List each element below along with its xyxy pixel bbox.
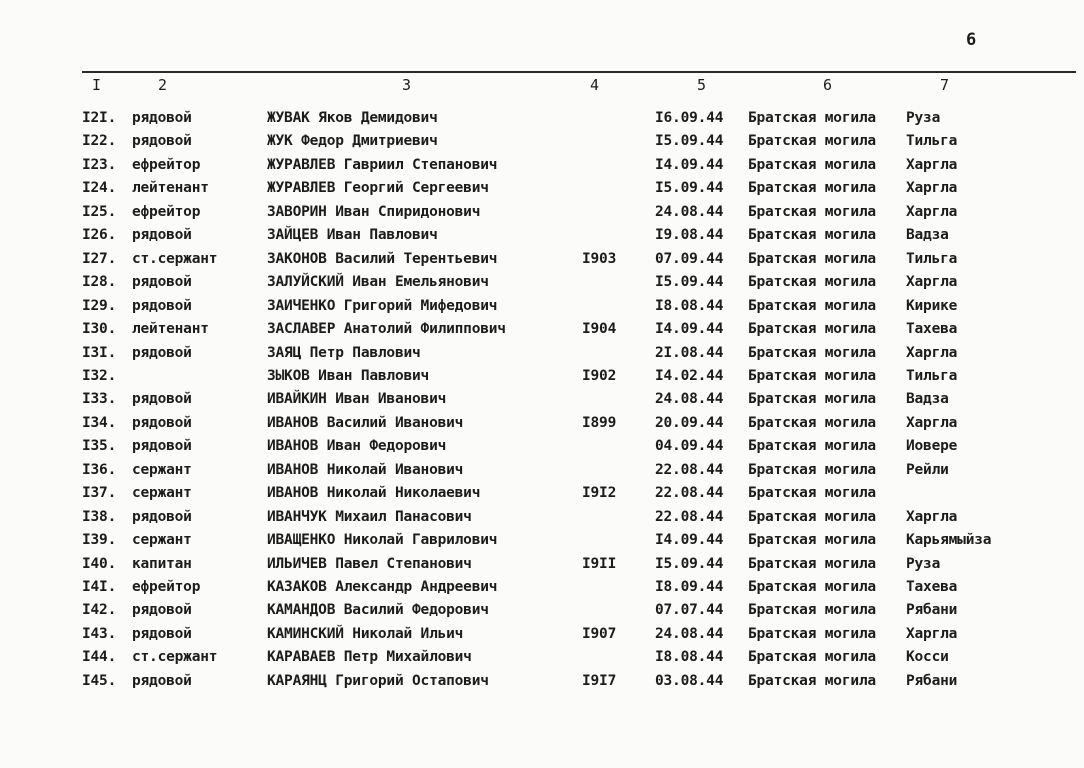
table-row	[0, 157, 1084, 179]
rank: рядовой	[132, 297, 192, 314]
row-number: I42.	[82, 602, 117, 619]
rank: рядовой	[132, 227, 192, 244]
table-row	[0, 438, 1084, 460]
burial-type: Братская могила	[748, 156, 876, 173]
table-row	[0, 602, 1084, 624]
column-header-row	[0, 76, 1084, 98]
rank: ст.сержант	[132, 250, 218, 267]
burial-type: Братская могила	[748, 274, 876, 291]
death-date: I5.09.44	[655, 133, 724, 150]
burial-type: Братская могила	[748, 414, 876, 431]
birth-year: I9I7	[582, 672, 617, 689]
column-header-1: I	[92, 76, 102, 94]
full-name: ЖУРАВЛЕВ Гавриил Степанович	[267, 156, 498, 173]
death-date: I9.08.44	[655, 227, 724, 244]
death-date: I8.08.44	[655, 649, 724, 666]
burial-place: Вадза	[906, 391, 949, 408]
burial-type: Братская могила	[748, 438, 876, 455]
burial-type: Братская могила	[748, 672, 876, 689]
rank: лейтенант	[132, 321, 209, 338]
row-number: I29.	[82, 297, 117, 314]
death-date: I4.09.44	[655, 156, 724, 173]
row-number: I23.	[82, 156, 117, 173]
burial-type: Братская могила	[748, 625, 876, 642]
death-date: 04.09.44	[655, 438, 724, 455]
full-name: КАМИНСКИЙ Николай Ильич	[267, 625, 464, 642]
burial-type: Братская могила	[748, 321, 876, 338]
row-number: I4I.	[82, 579, 117, 595]
row-number: I3I.	[82, 344, 117, 361]
burial-type: Братская могила	[748, 367, 876, 384]
burial-type: Братская могила	[748, 250, 876, 267]
row-number: I32.	[82, 367, 117, 384]
death-date: 20.09.44	[655, 414, 724, 431]
row-number: I30.	[82, 321, 117, 338]
death-date: 24.08.44	[655, 625, 724, 642]
full-name: ЗАКОНОВ Василий Терентьевич	[267, 250, 498, 267]
full-name: ИВАНОВ Николай Николаевич	[267, 485, 481, 502]
burial-type: Братская могила	[748, 227, 876, 244]
burial-place: Вадза	[906, 227, 949, 244]
rank: рядовой	[132, 133, 192, 150]
burial-type: Братская могила	[748, 555, 876, 572]
burial-place: Кирикe	[906, 297, 958, 314]
burial-place: Харгла	[906, 625, 958, 642]
row-number: I24.	[82, 180, 117, 197]
table-row	[0, 368, 1084, 390]
death-date: 24.08.44	[655, 203, 724, 220]
rank: сержант	[132, 485, 192, 502]
burial-type: Братская могила	[748, 602, 876, 619]
rank: капитан	[132, 555, 192, 572]
rank: рядовой	[132, 438, 192, 455]
row-number: I2I.	[82, 110, 117, 126]
row-number: I40.	[82, 555, 117, 572]
rank: ефрейтор	[132, 203, 201, 220]
full-name: ИВАЙКИН Иван Иванович	[267, 391, 447, 408]
death-date: I8.09.44	[655, 579, 724, 595]
full-name: ЖУК Федор Дмитриевич	[267, 133, 438, 150]
full-name: ЗАВОРИН Иван Спиридонович	[267, 203, 481, 220]
rank: сержант	[132, 461, 192, 478]
death-date: I5.09.44	[655, 180, 724, 197]
rank: рядовой	[132, 508, 192, 525]
death-date: I8.08.44	[655, 297, 724, 314]
birth-year: I903	[582, 250, 617, 267]
death-date: I5.09.44	[655, 274, 724, 291]
birth-year: I9I2	[582, 485, 617, 502]
full-name: ЗАИЧЕНКО Григорий Мифедович	[267, 297, 498, 314]
burial-type: Братская могила	[748, 133, 876, 150]
burial-place: Рябани	[906, 602, 958, 619]
burial-place: Карьямыйза	[906, 532, 992, 549]
full-name: ИВАЩЕНКО Николай Гаврилович	[267, 532, 498, 549]
burial-place: Харгла	[906, 274, 958, 291]
rank: рядовой	[132, 414, 192, 431]
row-number: I36.	[82, 461, 117, 478]
table-row	[0, 673, 1084, 695]
rank: рядовой	[132, 110, 192, 126]
burial-type: Братская могила	[748, 110, 876, 126]
table-row	[0, 391, 1084, 413]
table-row	[0, 579, 1084, 601]
rank: ст.сержант	[132, 649, 218, 666]
full-name: ИВАНЧУК Михаил Панасович	[267, 508, 472, 525]
table-row	[0, 345, 1084, 367]
rank: лейтенант	[132, 180, 209, 197]
column-header-6: 6	[823, 76, 833, 94]
burial-place: Тахева	[906, 321, 958, 338]
burial-type: Братская могила	[748, 297, 876, 314]
burial-type: Братская могила	[748, 508, 876, 525]
full-name: ЖУВАК Яков Демидович	[267, 110, 438, 126]
table-row	[0, 227, 1084, 249]
row-number: I38.	[82, 508, 117, 525]
death-date: 2I.08.44	[655, 344, 724, 361]
table-row	[0, 298, 1084, 320]
death-date: I4.09.44	[655, 532, 724, 549]
row-number: I27.	[82, 250, 117, 267]
row-number: I34.	[82, 414, 117, 431]
death-date: 22.08.44	[655, 485, 724, 502]
death-date: 22.08.44	[655, 461, 724, 478]
birth-year: I9II	[582, 555, 617, 572]
table-row	[0, 415, 1084, 437]
full-name: ЗЫКОВ Иван Павлович	[267, 367, 430, 384]
full-name: ИЛЬИЧЕВ Павел Степанович	[267, 555, 472, 572]
row-number: I26.	[82, 227, 117, 244]
row-number: I45.	[82, 672, 117, 689]
rank: ефрейтор	[132, 156, 201, 173]
row-number: I44.	[82, 649, 117, 666]
death-date: I4.09.44	[655, 321, 724, 338]
column-header-2: 2	[158, 76, 168, 94]
burial-type: Братская могила	[748, 344, 876, 361]
column-header-7: 7	[940, 76, 950, 94]
burial-place: Харгла	[906, 414, 958, 431]
burial-place: Тильга	[906, 133, 958, 150]
burial-type: Братская могила	[748, 649, 876, 666]
table-row	[0, 532, 1084, 554]
birth-year: I907	[582, 625, 617, 642]
page-number: 6	[966, 30, 977, 50]
burial-type: Братская могила	[748, 579, 876, 595]
table-row	[0, 204, 1084, 226]
table-row	[0, 133, 1084, 155]
birth-year: I904	[582, 321, 617, 338]
table-row	[0, 649, 1084, 671]
table-row	[0, 556, 1084, 578]
burial-place: Харгла	[906, 508, 958, 525]
table-row	[0, 274, 1084, 296]
burial-place: Харгла	[906, 156, 958, 173]
rank: ефрейтор	[132, 579, 201, 595]
row-number: I33.	[82, 391, 117, 408]
burial-type: Братская могила	[748, 391, 876, 408]
burial-place: Харгла	[906, 344, 958, 361]
column-header-3: 3	[402, 76, 412, 94]
table-row	[0, 180, 1084, 202]
burial-type: Братская могила	[748, 461, 876, 478]
birth-year: I899	[582, 414, 617, 431]
full-name: КАРАЯНЦ Григорий Остапович	[267, 672, 489, 689]
burial-type: Братская могила	[748, 485, 876, 502]
header-rule	[82, 71, 1076, 73]
table-row	[0, 321, 1084, 343]
column-header-5: 5	[697, 76, 707, 94]
full-name: ЗАЯЦ Петр Павлович	[267, 344, 421, 361]
burial-type: Братская могила	[748, 203, 876, 220]
rank: рядовой	[132, 602, 192, 619]
burial-place: Рейли	[906, 461, 949, 478]
row-number: I43.	[82, 625, 117, 642]
rank: рядовой	[132, 391, 192, 408]
row-number: I28.	[82, 274, 117, 291]
table-row	[0, 485, 1084, 507]
death-date: 22.08.44	[655, 508, 724, 525]
table-row	[0, 110, 1084, 132]
burial-place: Харгла	[906, 203, 958, 220]
death-date: 07.07.44	[655, 602, 724, 619]
full-name: КАМАНДОВ Василий Федорович	[267, 602, 489, 619]
full-name: КАРАВАЕВ Петр Михайлович	[267, 649, 472, 666]
table-row	[0, 251, 1084, 273]
full-name: ЗАЛУЙСКИЙ Иван Емельянович	[267, 274, 489, 291]
burial-type: Братская могила	[748, 180, 876, 197]
column-header-4: 4	[590, 76, 600, 94]
rank: рядовой	[132, 672, 192, 689]
burial-place: Рябани	[906, 672, 958, 689]
row-number: I25.	[82, 203, 117, 220]
row-number: I39.	[82, 532, 117, 549]
row-number: I35.	[82, 438, 117, 455]
full-name: ИВАНОВ Василий Иванович	[267, 414, 464, 431]
death-date: 24.08.44	[655, 391, 724, 408]
row-number: I37.	[82, 485, 117, 502]
burial-place: Тахева	[906, 579, 958, 595]
birth-year: I902	[582, 367, 617, 384]
full-name: ИВАНОВ Иван Федорович	[267, 438, 447, 455]
full-name: ИВАНОВ Николай Иванович	[267, 461, 464, 478]
row-number: I22.	[82, 133, 117, 150]
full-name: ЖУРАВЛЕВ Георгий Сергеевич	[267, 180, 489, 197]
burial-place: Руза	[906, 555, 941, 572]
burial-type: Братская могила	[748, 532, 876, 549]
death-date: 03.08.44	[655, 672, 724, 689]
death-date: I4.02.44	[655, 367, 724, 384]
full-name: ЗАЙЦЕВ Иван Павлович	[267, 227, 438, 244]
rank: сержант	[132, 532, 192, 549]
burial-place: Руза	[906, 110, 941, 126]
table-row	[0, 462, 1084, 484]
burial-place: Тильга	[906, 250, 958, 267]
burial-place: Тильга	[906, 367, 958, 384]
death-date: I5.09.44	[655, 555, 724, 572]
full-name: ЗАСЛАВЕР Анатолий Филиппович	[267, 321, 506, 338]
table-row	[0, 509, 1084, 531]
burial-place: Иовере	[906, 438, 958, 455]
rank: рядовой	[132, 274, 192, 291]
rank: рядовой	[132, 344, 192, 361]
burial-place: Харгла	[906, 180, 958, 197]
burial-place: Косси	[906, 649, 949, 666]
death-date: 07.09.44	[655, 250, 724, 267]
rank: рядовой	[132, 625, 192, 642]
table-row	[0, 626, 1084, 648]
full-name: КАЗАКОВ Александр Андреевич	[267, 579, 498, 595]
death-date: I6.09.44	[655, 110, 724, 126]
